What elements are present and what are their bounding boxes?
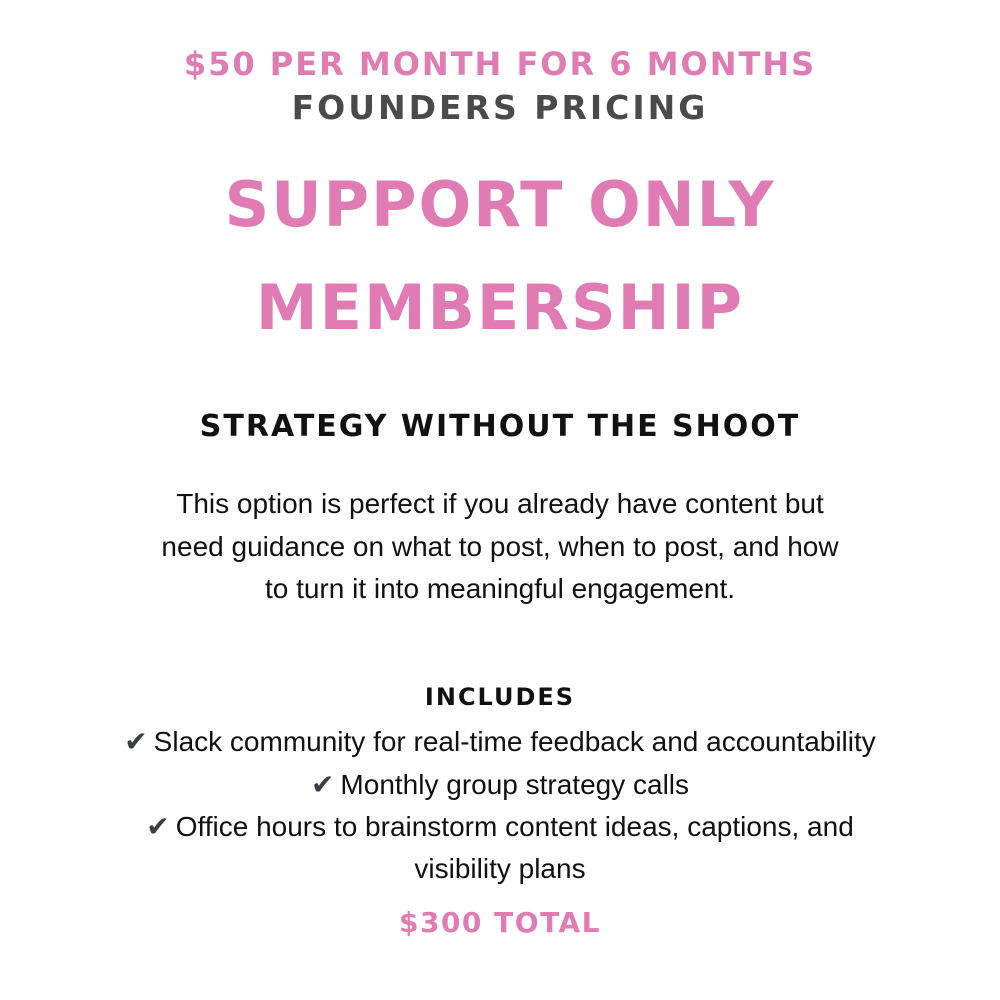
tagline: STRATEGY WITHOUT THE SHOOT — [199, 409, 801, 444]
check-icon: ✔ — [146, 811, 170, 842]
description-line-1: This option is perfect if you already have content but — [176, 488, 824, 519]
includes-heading: INCLUDES — [424, 683, 576, 711]
include-item-label: Monthly group strategy calls — [340, 769, 690, 800]
check-icon: ✔ — [124, 726, 148, 757]
include-item-office-hours — [0, 806, 1000, 848]
total-price: $300 TOTAL — [398, 906, 602, 939]
description-line-3: to turn it into meaningful engagement. — [264, 573, 736, 604]
include-item-label: visibility plans — [414, 853, 586, 884]
include-item-office-hours-continued — [0, 848, 1000, 890]
check-icon: ✔ — [310, 769, 335, 800]
description-line-2: need guidance on what to post, when to post, and how — [161, 531, 839, 562]
include-item-calls — [0, 764, 1000, 806]
include-item-label: Office hours to brainstorm content ideas, captions, and — [175, 811, 854, 842]
include-item-label: Slack community for real-time feedback and accountability — [153, 726, 876, 757]
membership-title-line-2: MEMBERSHIP — [255, 271, 745, 344]
price-line: $50 PER MONTH FOR 6 MONTHS — [183, 45, 817, 83]
membership-title-line-1: SUPPORT ONLY — [224, 168, 776, 241]
founders-pricing-label: FOUNDERS PRICING — [291, 88, 709, 127]
include-item-slack — [0, 721, 1000, 763]
